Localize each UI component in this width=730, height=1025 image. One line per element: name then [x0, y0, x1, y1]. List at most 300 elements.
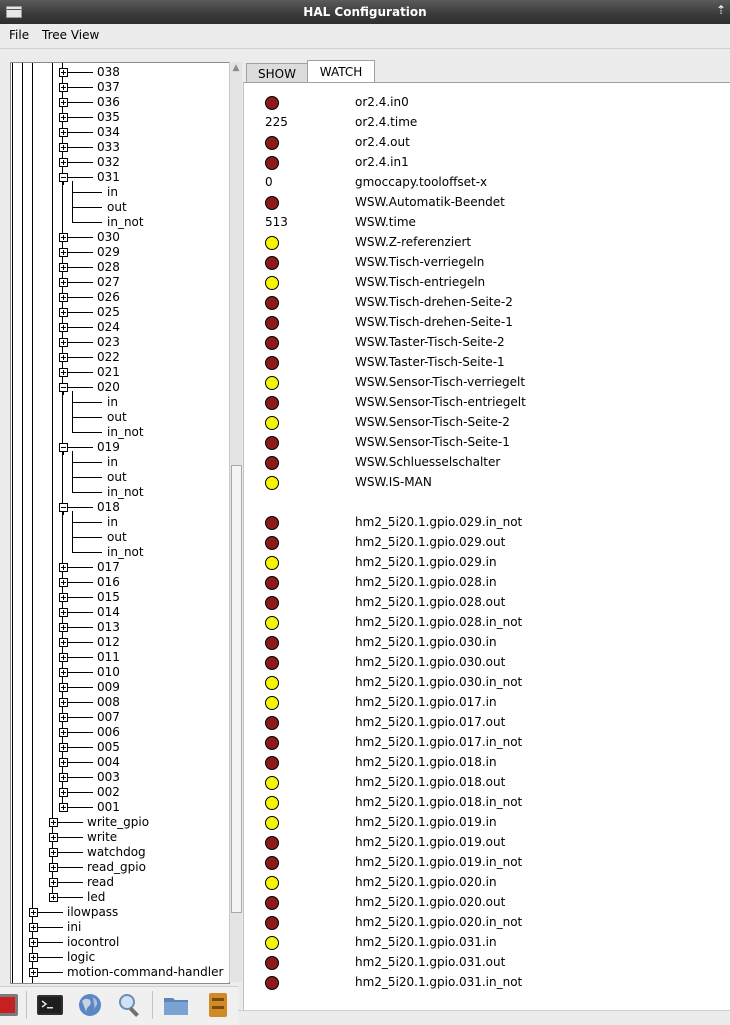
watch-row[interactable] [244, 631, 730, 651]
led-off-indicator [265, 636, 279, 650]
expand-plus-icon[interactable] [59, 68, 68, 77]
tree-node[interactable] [11, 65, 229, 80]
expand-plus-icon[interactable] [59, 353, 68, 362]
tree-node-label: 012 [97, 635, 120, 649]
watch-row[interactable] [244, 911, 730, 931]
tree-node-label: 038 [97, 65, 120, 79]
led-off-indicator [265, 576, 279, 590]
expand-plus-icon[interactable] [59, 683, 68, 692]
tree-node[interactable] [11, 590, 229, 605]
tree-node[interactable] [11, 125, 229, 140]
maximize-icon[interactable]: ⇡ [715, 3, 727, 17]
watch-value: 0 [265, 175, 273, 189]
expand-plus-icon[interactable] [59, 803, 68, 812]
tab-watch[interactable]: WATCH [307, 60, 375, 83]
expand-plus-icon[interactable] [59, 263, 68, 272]
expand-plus-icon[interactable] [59, 158, 68, 167]
tree-node[interactable] [11, 875, 229, 890]
tree-node[interactable] [11, 230, 229, 245]
expand-plus-icon[interactable] [29, 953, 38, 962]
tree-scrollbar[interactable] [229, 62, 242, 982]
watch-signal-name: hm2_5i20.1.gpio.030.out [355, 655, 506, 669]
led-off-indicator [265, 536, 279, 550]
led-on-indicator [265, 876, 279, 890]
watch-row[interactable] [244, 811, 730, 831]
expand-plus-icon[interactable] [59, 653, 68, 662]
watch-signal-name: or2.4.out [355, 135, 410, 149]
expand-plus-icon[interactable] [59, 563, 68, 572]
watch-row[interactable] [244, 371, 730, 391]
led-off-indicator [265, 856, 279, 870]
expand-plus-icon[interactable] [49, 818, 58, 827]
watch-row[interactable] [244, 211, 730, 231]
led-off-indicator [265, 656, 279, 670]
tree-node-label: 008 [97, 695, 120, 709]
tree-node-label: 004 [97, 755, 120, 769]
watch-signal-name: WSW.Sensor-Tisch-entriegelt [355, 395, 526, 409]
watch-signal-name: WSW.Sensor-Tisch-verriegelt [355, 375, 526, 389]
expand-plus-icon[interactable] [29, 938, 38, 947]
scroll-up-arrow-icon[interactable]: ▲ [232, 63, 240, 73]
led-off-indicator [265, 96, 279, 110]
tree-node-label: write_gpio [87, 815, 150, 829]
tree-node[interactable] [11, 725, 229, 740]
watch-row[interactable] [244, 391, 730, 411]
expand-plus-icon[interactable] [59, 788, 68, 797]
watch-row[interactable] [244, 451, 730, 471]
watch-signal-name: hm2_5i20.1.gpio.020.in [355, 875, 497, 889]
led-off-indicator [265, 756, 279, 770]
tree-node[interactable] [11, 470, 229, 485]
tree-node[interactable] [11, 110, 229, 125]
watch-row[interactable] [244, 431, 730, 451]
tree-node-label: 028 [97, 260, 120, 274]
led-on-indicator [265, 776, 279, 790]
tree-node[interactable] [11, 215, 229, 230]
expand-plus-icon[interactable] [59, 698, 68, 707]
watch-signal-name: hm2_5i20.1.gpio.018.out [355, 775, 506, 789]
expand-plus-icon[interactable] [59, 128, 68, 137]
status-strip [238, 1010, 730, 1025]
tree-node[interactable] [11, 740, 229, 755]
archive-icon[interactable] [204, 991, 232, 1019]
tree-node[interactable] [11, 515, 229, 530]
led-off-indicator [265, 296, 279, 310]
watch-signal-name: hm2_5i20.1.gpio.017.in_not [355, 735, 523, 749]
watch-row[interactable] [244, 871, 730, 891]
watch-row[interactable] [244, 411, 730, 431]
watch-row[interactable] [244, 471, 730, 491]
watch-row[interactable] [244, 291, 730, 311]
watch-signal-name: gmoccapy.tooloffset-x [355, 175, 488, 189]
tree-node[interactable] [11, 530, 229, 545]
watch-row[interactable] [244, 651, 730, 671]
expand-plus-icon[interactable] [29, 968, 38, 977]
tree-node[interactable] [11, 785, 229, 800]
watch-row[interactable] [244, 271, 730, 291]
led-on-indicator [265, 236, 279, 250]
tree-node-label: 030 [97, 230, 120, 244]
watch-signal-name: WSW.Taster-Tisch-Seite-2 [355, 335, 505, 349]
watch-row[interactable] [244, 91, 730, 111]
tree-node[interactable] [11, 665, 229, 680]
watch-signal-name: hm2_5i20.1.gpio.017.out [355, 715, 506, 729]
tree-node-label: 002 [97, 785, 120, 799]
watch-signal-name: hm2_5i20.1.gpio.020.out [355, 895, 506, 909]
watch-signal-name: hm2_5i20.1.gpio.030.in_not [355, 675, 523, 689]
watch-row[interactable] [244, 831, 730, 851]
tree-guide-line [72, 391, 73, 433]
led-on-indicator [265, 416, 279, 430]
expand-plus-icon[interactable] [59, 668, 68, 677]
tree-node[interactable] [11, 155, 229, 170]
tree-node[interactable] [11, 350, 229, 365]
watch-signal-name: hm2_5i20.1.gpio.019.out [355, 835, 506, 849]
tree-node[interactable] [11, 395, 229, 410]
watch-signal-name: hm2_5i20.1.gpio.031.out [355, 955, 506, 969]
expand-plus-icon[interactable] [59, 293, 68, 302]
watch-signal-name: hm2_5i20.1.gpio.030.in [355, 635, 497, 649]
tree-node-label: 023 [97, 335, 120, 349]
led-on-indicator [265, 276, 279, 290]
watch-signal-name: hm2_5i20.1.gpio.031.in [355, 935, 497, 949]
tree-node[interactable] [11, 935, 229, 950]
window-title: HAL Configuration [303, 5, 427, 19]
led-on-indicator [265, 676, 279, 690]
tree-node-label: 009 [97, 680, 120, 694]
tree-node[interactable] [11, 710, 229, 725]
tree-guide-line [72, 181, 73, 223]
tree-node[interactable] [11, 950, 229, 965]
tree-node[interactable] [11, 860, 229, 875]
magnifier-icon[interactable] [115, 991, 143, 1019]
watch-row[interactable] [244, 691, 730, 711]
expand-plus-icon[interactable] [59, 638, 68, 647]
tree-node-label: 027 [97, 275, 120, 289]
tree-node-label: 003 [97, 770, 120, 784]
led-on-indicator [265, 616, 279, 630]
tree-node-label: 036 [97, 95, 120, 109]
watch-value: 513 [265, 215, 288, 229]
expand-plus-icon[interactable] [59, 368, 68, 377]
expand-plus-icon[interactable] [59, 593, 68, 602]
tree-node[interactable] [11, 290, 229, 305]
tree-node-label: out [107, 200, 127, 214]
watch-signal-name: WSW.Tisch-verriegeln [355, 255, 485, 269]
expand-plus-icon[interactable] [59, 578, 68, 587]
tree-node-label: 029 [97, 245, 120, 259]
tree-node-label: 013 [97, 620, 120, 634]
watch-row[interactable] [244, 771, 730, 791]
tree-node-label: 035 [97, 110, 120, 124]
tree-node-label: 025 [97, 305, 120, 319]
folder-icon[interactable] [162, 991, 190, 1019]
watch-row[interactable] [244, 731, 730, 751]
tree-node[interactable] [11, 575, 229, 590]
led-off-indicator [265, 316, 279, 330]
led-off-indicator [265, 716, 279, 730]
expand-plus-icon[interactable] [59, 773, 68, 782]
watch-row[interactable] [244, 851, 730, 871]
tree-node-label: iocontrol [67, 935, 120, 949]
tree-node-label: 021 [97, 365, 120, 379]
tree-node-label: 019 [97, 440, 120, 454]
menu-tree-view[interactable]: Tree View [42, 28, 100, 42]
watch-signal-name: hm2_5i20.1.gpio.019.in [355, 815, 497, 829]
expand-plus-icon[interactable] [49, 848, 58, 857]
tree-node[interactable] [11, 140, 229, 155]
tree-node-label: ilowpass [67, 905, 119, 919]
tree-node-label: 006 [97, 725, 120, 739]
tree-node-label: 031 [97, 170, 120, 184]
tree-node-label: in_not [107, 215, 144, 229]
watch-row[interactable] [244, 531, 730, 551]
watch-row[interactable] [244, 351, 730, 371]
watch-row[interactable] [244, 151, 730, 171]
tree-node[interactable] [11, 830, 229, 845]
watch-signal-name: WSW.Sensor-Tisch-Seite-2 [355, 415, 510, 429]
tree-node[interactable] [11, 800, 229, 815]
led-off-indicator [265, 836, 279, 850]
led-off-indicator [265, 196, 279, 210]
tree-node-label: in_not [107, 425, 144, 439]
watch-row[interactable] [244, 231, 730, 251]
tree-node[interactable] [11, 440, 229, 455]
watch-value: 225 [265, 115, 288, 129]
tree-node[interactable] [11, 80, 229, 95]
tree-node-label: out [107, 530, 127, 544]
watch-row[interactable] [244, 671, 730, 691]
tree-node[interactable] [11, 635, 229, 650]
expand-plus-icon[interactable] [49, 833, 58, 842]
expand-plus-icon[interactable] [59, 143, 68, 152]
tree-node-label: 022 [97, 350, 120, 364]
tree-node[interactable] [11, 455, 229, 470]
watch-signal-name: hm2_5i20.1.gpio.031.in_not [355, 975, 523, 989]
scroll-thumb[interactable] [231, 465, 242, 913]
led-off-indicator [265, 596, 279, 610]
led-off-indicator [265, 896, 279, 910]
tree-node-label: out [107, 410, 127, 424]
led-on-indicator [265, 476, 279, 490]
watch-row[interactable] [244, 931, 730, 951]
tree-node-label: in_not [107, 545, 144, 559]
watch-signal-name: hm2_5i20.1.gpio.029.in [355, 555, 497, 569]
tree-node[interactable] [11, 695, 229, 710]
led-off-indicator [265, 436, 279, 450]
watch-row[interactable] [244, 111, 730, 131]
expand-plus-icon[interactable] [49, 878, 58, 887]
watch-signal-name: hm2_5i20.1.gpio.028.in [355, 575, 497, 589]
led-off-indicator [265, 916, 279, 930]
tree-node-label: in_not [107, 485, 144, 499]
tree-node[interactable] [11, 890, 229, 905]
tree-node[interactable] [11, 965, 229, 980]
expand-plus-icon[interactable] [59, 278, 68, 287]
tree-node[interactable] [11, 500, 229, 515]
tree-node-label: 020 [97, 380, 120, 394]
app-red-icon[interactable] [0, 991, 20, 1019]
tree-node-label: 015 [97, 590, 120, 604]
watch-signal-name: WSW.Taster-Tisch-Seite-1 [355, 355, 505, 369]
watch-signal-name: or2.4.time [355, 115, 418, 129]
tree-node[interactable] [11, 545, 229, 560]
tree-node[interactable] [11, 95, 229, 110]
tree-node-label: ini [67, 920, 82, 934]
tree-node[interactable] [11, 245, 229, 260]
tree-node-label: 011 [97, 650, 120, 664]
tree-node[interactable] [11, 680, 229, 695]
expand-plus-icon[interactable] [59, 248, 68, 257]
tree-node-label: read [87, 875, 115, 889]
expand-plus-icon[interactable] [59, 83, 68, 92]
tree-node[interactable] [11, 275, 229, 290]
watch-signal-name: or2.4.in0 [355, 95, 409, 109]
watch-row[interactable] [244, 971, 730, 991]
expand-plus-icon[interactable] [59, 113, 68, 122]
tree-node[interactable] [11, 170, 229, 185]
led-off-indicator [265, 956, 279, 970]
tree-node[interactable] [11, 425, 229, 440]
tree-node-label: led [87, 890, 106, 904]
tree-node[interactable] [11, 320, 229, 335]
tree-guide-line [72, 451, 73, 493]
watch-row[interactable] [244, 551, 730, 571]
tree-node-label: in [107, 395, 118, 409]
tree-node[interactable] [11, 770, 229, 785]
led-off-indicator [265, 736, 279, 750]
watch-row[interactable] [244, 591, 730, 611]
watch-row[interactable] [244, 611, 730, 631]
title-bar [0, 0, 730, 24]
tree-node-label: watchdog [87, 845, 146, 859]
terminal-icon[interactable] [36, 991, 64, 1019]
expand-plus-icon[interactable] [29, 908, 38, 917]
expand-plus-icon[interactable] [59, 743, 68, 752]
watch-row[interactable] [244, 251, 730, 271]
tree-node[interactable] [11, 305, 229, 320]
tree-node[interactable] [11, 365, 229, 380]
tree-node-label: 018 [97, 500, 120, 514]
tree-node-label: 010 [97, 665, 120, 679]
led-on-indicator [265, 936, 279, 950]
tree-node-label: in [107, 515, 118, 529]
tree-node[interactable] [11, 200, 229, 215]
tab-show[interactable]: SHOW [246, 63, 308, 83]
tree-node[interactable] [11, 410, 229, 425]
expand-plus-icon[interactable] [59, 728, 68, 737]
tree-node-label: 017 [97, 560, 120, 574]
tree-node-label: 033 [97, 140, 120, 154]
watch-signal-name: WSW.Automatik-Beendet [355, 195, 505, 209]
led-off-indicator [265, 336, 279, 350]
hal-tree-panel[interactable] [10, 62, 230, 984]
tree-node[interactable] [11, 260, 229, 275]
watch-row[interactable] [244, 711, 730, 731]
menu-bar [0, 24, 730, 49]
watch-row[interactable] [244, 311, 730, 331]
tree-node[interactable] [11, 380, 229, 395]
watch-signal-name: hm2_5i20.1.gpio.020.in_not [355, 915, 523, 929]
tree-node-label: motion-command-handler [67, 965, 224, 979]
tree-node-label: 032 [97, 155, 120, 169]
watch-row[interactable] [244, 511, 730, 531]
tree-node[interactable] [11, 920, 229, 935]
led-off-indicator [265, 256, 279, 270]
tree-node[interactable] [11, 620, 229, 635]
watch-row[interactable] [244, 171, 730, 191]
expand-plus-icon[interactable] [29, 923, 38, 932]
led-off-indicator [265, 136, 279, 150]
led-off-indicator [265, 396, 279, 410]
watch-signal-name: WSW.Z-referenziert [355, 235, 472, 249]
watch-row[interactable] [244, 951, 730, 971]
watch-signal-name: hm2_5i20.1.gpio.028.out [355, 595, 506, 609]
expand-plus-icon[interactable] [59, 233, 68, 242]
taskbar [0, 986, 238, 1025]
tree-node[interactable] [11, 485, 229, 500]
tree-node[interactable] [11, 335, 229, 350]
watch-signal-name: WSW.Tisch-drehen-Seite-1 [355, 315, 513, 329]
tree-node[interactable] [11, 845, 229, 860]
expand-plus-icon[interactable] [59, 623, 68, 632]
led-off-indicator [265, 156, 279, 170]
watch-row[interactable] [244, 891, 730, 911]
expand-plus-icon[interactable] [59, 308, 68, 317]
watch-row[interactable] [244, 571, 730, 591]
led-on-indicator [265, 696, 279, 710]
expand-plus-icon[interactable] [59, 713, 68, 722]
tree-node[interactable] [11, 650, 229, 665]
watch-signal-name: WSW.IS-MAN [355, 475, 432, 489]
watch-signal-name: WSW.Tisch-entriegeln [355, 275, 486, 289]
expand-plus-icon[interactable] [59, 323, 68, 332]
tree-node-label: 007 [97, 710, 120, 724]
watch-row[interactable] [244, 331, 730, 351]
tree-node-label: 016 [97, 575, 120, 589]
led-off-indicator [265, 516, 279, 530]
led-on-indicator [265, 816, 279, 830]
expand-plus-icon[interactable] [59, 98, 68, 107]
tree-node-label: in [107, 455, 118, 469]
led-on-indicator [265, 556, 279, 570]
tree-node[interactable] [11, 185, 229, 200]
tree-node[interactable] [11, 560, 229, 575]
menu-file[interactable]: File [9, 28, 30, 42]
expand-plus-icon[interactable] [59, 758, 68, 767]
watch-signal-name: WSW.Tisch-drehen-Seite-2 [355, 295, 513, 309]
expand-plus-icon[interactable] [59, 338, 68, 347]
tree-node[interactable] [11, 815, 229, 830]
expand-plus-icon[interactable] [59, 608, 68, 617]
globe-icon[interactable] [76, 991, 104, 1019]
tab-bar [244, 60, 730, 82]
watch-row[interactable] [244, 791, 730, 811]
led-on-indicator [265, 796, 279, 810]
expand-plus-icon[interactable] [49, 893, 58, 902]
watch-row[interactable] [244, 131, 730, 151]
expand-plus-icon[interactable] [49, 863, 58, 872]
tree-node-label: 034 [97, 125, 120, 139]
watch-signal-name: hm2_5i20.1.gpio.018.in [355, 755, 497, 769]
tree-node[interactable] [11, 755, 229, 770]
watch-row[interactable] [244, 751, 730, 771]
tree-node[interactable] [11, 605, 229, 620]
watch-row[interactable] [244, 191, 730, 211]
tree-node[interactable] [11, 905, 229, 920]
led-off-indicator [265, 976, 279, 990]
watch-signal-name: or2.4.in1 [355, 155, 409, 169]
